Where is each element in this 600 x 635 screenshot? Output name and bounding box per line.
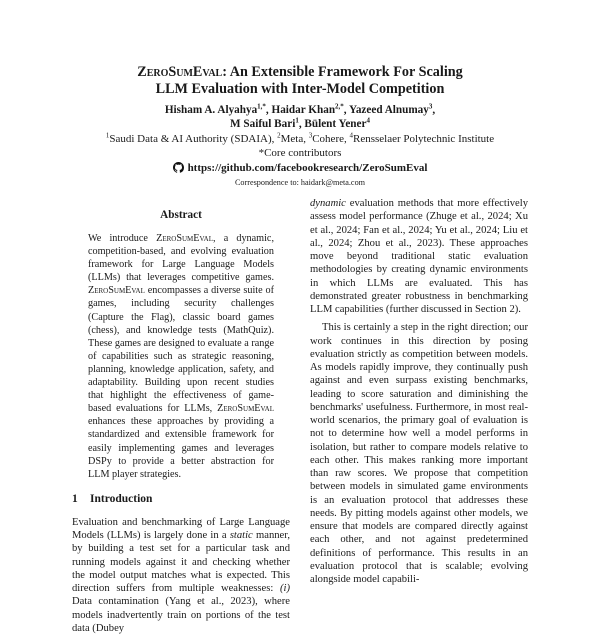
abstract-body [88, 232, 274, 481]
framework-name: ZeroSumEval [156, 233, 213, 244]
affiliation: Cohere [312, 133, 344, 145]
author-sup: 1 [295, 116, 299, 125]
author-sup: 3 [428, 102, 433, 111]
affil-sup: 1 [105, 131, 110, 140]
introduction-body [72, 516, 290, 635]
section-title: Introduction [90, 492, 153, 505]
section-heading-introduction [72, 492, 290, 506]
author-sup: 1,* [257, 102, 266, 111]
author: Bülent Yener [304, 118, 367, 130]
emphasis: dynamic [310, 198, 346, 209]
github-icon [173, 162, 184, 173]
title-framework-name: ZeroSumEval [137, 64, 223, 80]
affiliation: Meta [280, 133, 304, 145]
author-list: Hisham A. Alyahya$^{1,*}$, Haidar Khan$^{2,*}$, Yazeed Alnumay$^3$, M Saiful Bari$^1$, Bülent Yener$^4$ [164, 102, 436, 130]
section-number: 1 [72, 492, 78, 505]
affiliation: Rensselaer Polytechnic Institute [352, 133, 495, 145]
body-text: manner, by building a test set for a particular task and running models against it and checking whether the model output matches what is expected. This direction suffers from multiple weaknesses: [72, 530, 290, 595]
body-text: Evaluation and benchmarking of Large Language Models (LLMs) is largely done in a [72, 516, 290, 542]
abstract-heading: Abstract [160, 209, 202, 221]
emphasis: static [229, 530, 253, 542]
framework-name: ZeroSumEval [217, 403, 274, 415]
paragraph [310, 197, 528, 316]
core-contributors-note: *Core contributors [258, 147, 342, 159]
affil-sup: 2 [277, 131, 281, 140]
affil-sup: 3 [308, 131, 313, 140]
author: Yazeed Alnumay [348, 104, 429, 116]
author: Hisham A. Alyahya [164, 104, 258, 116]
github-line [0, 161, 600, 175]
emphasis: (i) [280, 583, 290, 595]
abstract-text: We introduce [88, 233, 157, 244]
framework-name: ZeroSumEval [88, 285, 145, 297]
title-line1: : An Extensible Framework For Scaling [222, 64, 463, 80]
paragraph: This is certainly a step in the right direction; our work continues in this direction by posing evaluation strictly as competition between models. As models rapidly improve, they continually push against and even surpass existing benchmarks, leading to score saturation and diminishing the benchmarks' usefulness. Furthermore, in most real-world scenarios, the primary goal of evaluation is not to determine how well a model performs in isolation, but rather to compare models relative to each other. This makes ranking more important than raw scores. We propose that competition between models in simulated game environments is an evaluation protocol that addresses these needs. By pitting models against other models, we ensure that models are compared directly against each other, and not against predetermined definitions of performance. This results in an evaluation protocol that is scalable; evolving alongside model capabili- [310, 322, 528, 585]
right-column [310, 197, 528, 586]
body-text: evaluation methods that more effectively assess model performance (Zhuge et al., 2024; Xu et al., 2024; Fan et al., 2024; Yu et al., 2024; Liu et al., 2024; Zhou et al., 2023). These approaches move beyond traditional static evaluation methodologies by creating dynamic environments in which LLMs are evaluated. This has demonstrated greater robustness in benchmarking LLM capabilities (further discussed in Section 2). [310, 198, 528, 315]
author-sup: 2,* [335, 102, 344, 111]
abstract-text: enhances these approaches by providing a standardized and extensible framework for easily implementing games and leverages DSPy to provide a better abstraction for LLM player strategies. [88, 416, 274, 480]
abstract-text: , a dynamic, competition-based, and evolving evaluation framework for Large Language Models (LLMs) that leverages competitive games. [88, 233, 274, 284]
title-line2: LLM Evaluation with Inter-Model Competition [155, 81, 445, 97]
affiliation: Saudi Data & AI Authority (SDAIA) [109, 133, 272, 145]
correspondence: Correspondence to: haidark@meta.com [234, 178, 366, 187]
body-text: Data contamination (Yang et al., 2023), where models inadvertently train on portions of the test data (Dubey [72, 596, 290, 634]
affil-sup: 4 [349, 131, 353, 140]
author: M Saiful Bari [230, 118, 296, 130]
paper-title [0, 64, 600, 98]
paper-header [0, 64, 600, 188]
author: Haidar Khan [271, 104, 336, 116]
left-column [72, 208, 290, 635]
github-link[interactable]: https://github.com/facebookresearch/ZeroSumEval [187, 162, 428, 174]
affiliations: $^1$Saudi Data & AI Authority (SDAIA), $^2$Meta, $^3$Cohere, $^4$Rensselaer Polytechnic Institute *Core contributors [105, 131, 495, 159]
abstract-text: encompasses a diverse suite of games, including security challenges (Capture the Flag), classic board games (chess), and knowledge tests (MathQuiz). These games are designed to evaluate a range of capabilities such as strategic reasoning, planning, knowledge application, safety, and adaptability. Building upon recent studies that highlight the effectiveness of game-based evaluations for LLMs, [88, 285, 274, 415]
author-sup: 4 [366, 116, 370, 125]
